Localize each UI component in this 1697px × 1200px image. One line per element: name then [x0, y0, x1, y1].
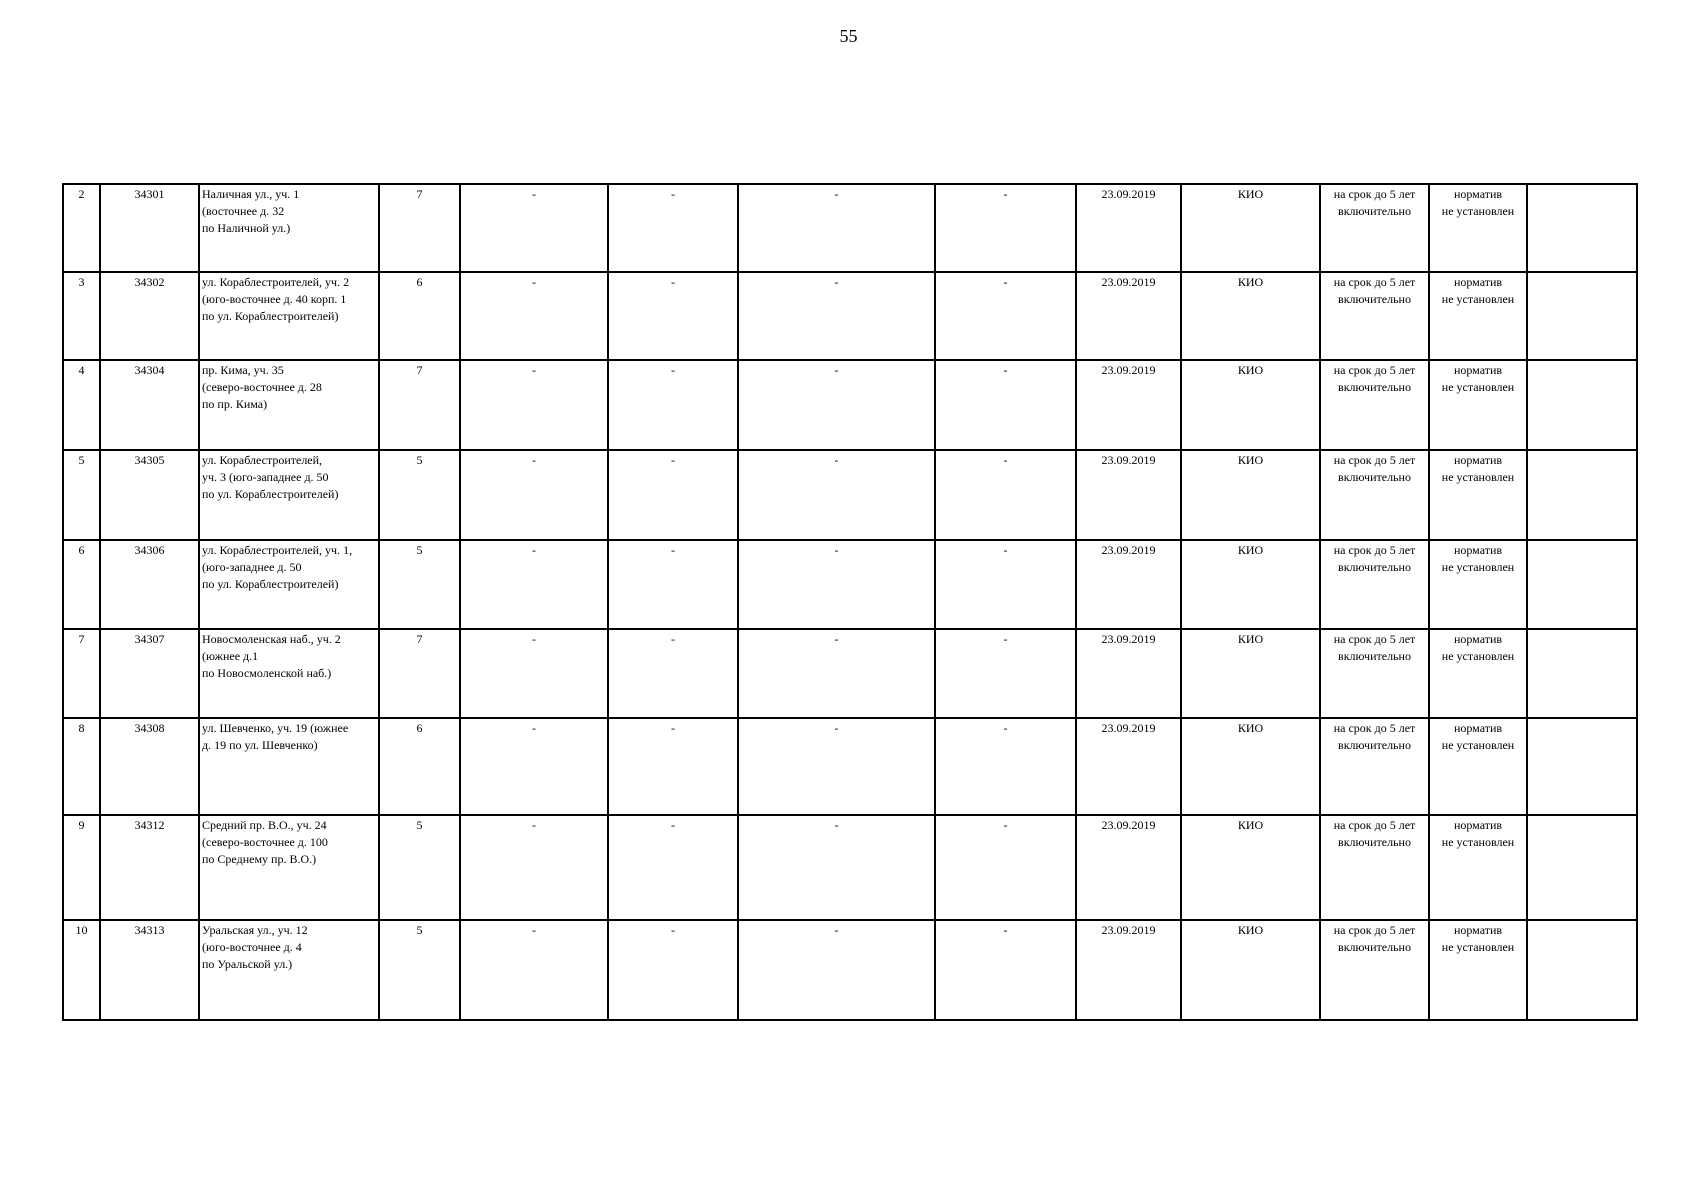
extra-cell [1527, 920, 1637, 1020]
row-number-cell [63, 184, 100, 272]
empty-value-cell [738, 629, 935, 718]
empty-value-cell-text: - [834, 275, 839, 289]
code-cell-text: 34304 [134, 363, 165, 377]
code-cell [100, 629, 199, 718]
empty-value-cell [460, 815, 608, 920]
organization-cell [1181, 540, 1320, 629]
norm-cell [1429, 360, 1527, 450]
count-cell-text: 5 [416, 543, 423, 557]
code-cell-text: 34312 [134, 818, 165, 832]
norm-cell-text: норматив не установлен [1441, 275, 1515, 306]
organization-cell-text: КИО [1237, 721, 1264, 735]
count-cell [379, 629, 460, 718]
term-cell-text: на срок до 5 лет включительно [1333, 632, 1416, 663]
count-cell [379, 360, 460, 450]
empty-value-cell [608, 920, 738, 1020]
row-number-cell-text: 5 [78, 453, 85, 467]
empty-value-cell-text: - [1003, 187, 1008, 201]
term-cell [1320, 718, 1429, 815]
organization-cell [1181, 272, 1320, 360]
code-cell-text: 34302 [134, 275, 165, 289]
empty-value-cell-text: - [834, 721, 839, 735]
empty-value-cell-text: - [671, 453, 675, 467]
empty-value-cell [608, 815, 738, 920]
table-row [63, 815, 1637, 920]
term-cell [1320, 184, 1429, 272]
organization-cell-text: КИО [1237, 187, 1264, 201]
row-number-cell [63, 718, 100, 815]
empty-value-cell-text: - [532, 275, 536, 289]
code-cell-text: 34313 [134, 923, 165, 937]
organization-cell [1181, 920, 1320, 1020]
row-number-cell [63, 360, 100, 450]
table-row [63, 360, 1637, 450]
empty-value-cell [738, 272, 935, 360]
empty-value-cell-text: - [532, 187, 536, 201]
term-cell [1320, 815, 1429, 920]
table-row [63, 920, 1637, 1020]
count-cell [379, 272, 460, 360]
empty-value-cell [738, 450, 935, 540]
empty-value-cell [935, 815, 1076, 920]
norm-cell [1429, 629, 1527, 718]
table-row [63, 629, 1637, 718]
organization-cell-text: КИО [1237, 363, 1264, 377]
organization-cell-text: КИО [1237, 632, 1264, 646]
row-number-cell [63, 450, 100, 540]
date-cell [1076, 360, 1181, 450]
extra-cell [1527, 360, 1637, 450]
address-cell [199, 815, 379, 920]
date-cell-text: 23.09.2019 [1101, 543, 1156, 557]
empty-value-cell-text: - [834, 187, 839, 201]
date-cell-text: 23.09.2019 [1101, 632, 1156, 646]
organization-cell [1181, 360, 1320, 450]
code-cell [100, 360, 199, 450]
row-number-cell-text: 9 [78, 818, 85, 832]
code-cell-text: 34308 [134, 721, 165, 735]
address-cell [199, 450, 379, 540]
row-number-cell [63, 540, 100, 629]
norm-cell [1429, 184, 1527, 272]
empty-value-cell-text: - [671, 632, 675, 646]
registry-table [62, 183, 1638, 1021]
row-number-cell-text: 4 [78, 363, 85, 377]
empty-value-cell-text: - [671, 363, 675, 377]
empty-value-cell [935, 450, 1076, 540]
empty-value-cell [738, 718, 935, 815]
address-cell-text: ул. Кораблестроителей, уч. 2 (юго-восточнее д. 40 корп. 1 по ул. Кораблестроителей) [202, 275, 350, 323]
term-cell-text: на срок до 5 лет включительно [1333, 363, 1416, 394]
empty-value-cell [608, 450, 738, 540]
row-number-cell-text: 6 [78, 543, 85, 557]
empty-value-cell-text: - [671, 721, 675, 735]
row-number-cell [63, 272, 100, 360]
organization-cell-text: КИО [1237, 453, 1264, 467]
empty-value-cell-text: - [834, 818, 839, 832]
term-cell [1320, 272, 1429, 360]
date-cell-text: 23.09.2019 [1101, 923, 1156, 937]
empty-value-cell-text: - [532, 363, 536, 377]
count-cell [379, 540, 460, 629]
date-cell [1076, 629, 1181, 718]
extra-cell [1527, 450, 1637, 540]
table-body [63, 184, 1637, 1020]
norm-cell-text: норматив не установлен [1441, 363, 1515, 394]
count-cell-text: 5 [416, 923, 423, 937]
empty-value-cell-text: - [671, 923, 675, 937]
address-cell [199, 540, 379, 629]
term-cell [1320, 920, 1429, 1020]
empty-value-cell-text: - [532, 818, 536, 832]
extra-cell [1527, 540, 1637, 629]
row-number-cell [63, 815, 100, 920]
norm-cell-text: норматив не установлен [1441, 923, 1515, 954]
date-cell [1076, 718, 1181, 815]
table-row [63, 540, 1637, 629]
count-cell-text: 6 [416, 721, 423, 735]
empty-value-cell [738, 920, 935, 1020]
address-cell-text: ул. Кораблестроителей, уч. 1, (юго-западнее д. 50 по ул. Кораблестроителей) [202, 543, 353, 591]
code-cell [100, 540, 199, 629]
norm-cell-text: норматив не установлен [1441, 721, 1515, 752]
organization-cell-text: КИО [1237, 818, 1264, 832]
organization-cell-text: КИО [1237, 543, 1264, 557]
count-cell [379, 920, 460, 1020]
row-number-cell [63, 920, 100, 1020]
date-cell-text: 23.09.2019 [1101, 363, 1156, 377]
extra-cell [1527, 184, 1637, 272]
term-cell-text: на срок до 5 лет включительно [1333, 721, 1416, 752]
empty-value-cell [738, 184, 935, 272]
extra-cell [1527, 629, 1637, 718]
empty-value-cell-text: - [1003, 632, 1008, 646]
code-cell [100, 272, 199, 360]
empty-value-cell [460, 184, 608, 272]
empty-value-cell-text: - [834, 923, 839, 937]
row-number-cell-text: 3 [78, 275, 85, 289]
norm-cell [1429, 540, 1527, 629]
table-row [63, 184, 1637, 272]
organization-cell [1181, 629, 1320, 718]
date-cell [1076, 184, 1181, 272]
count-cell-text: 5 [416, 818, 423, 832]
count-cell-text: 7 [416, 187, 423, 201]
count-cell-text: 6 [416, 275, 423, 289]
empty-value-cell [608, 360, 738, 450]
organization-cell [1181, 815, 1320, 920]
count-cell-text: 7 [416, 363, 423, 377]
empty-value-cell-text: - [834, 543, 839, 557]
code-cell-text: 34306 [134, 543, 165, 557]
empty-value-cell [460, 540, 608, 629]
address-cell-text: Уральская ул., уч. 12 (юго-восточнее д. 4 по Уральской ул.) [202, 923, 308, 971]
empty-value-cell [460, 629, 608, 718]
empty-value-cell [608, 540, 738, 629]
address-cell [199, 360, 379, 450]
table-row [63, 450, 1637, 540]
term-cell-text: на срок до 5 лет включительно [1333, 275, 1416, 306]
empty-value-cell-text: - [532, 543, 536, 557]
code-cell [100, 718, 199, 815]
count-cell [379, 815, 460, 920]
empty-value-cell [738, 815, 935, 920]
date-cell-text: 23.09.2019 [1101, 187, 1156, 201]
row-number-cell-text: 2 [78, 187, 85, 201]
empty-value-cell [935, 360, 1076, 450]
empty-value-cell [460, 360, 608, 450]
code-cell [100, 815, 199, 920]
empty-value-cell-text: - [532, 632, 536, 646]
code-cell-text: 34301 [134, 187, 165, 201]
date-cell-text: 23.09.2019 [1101, 275, 1156, 289]
extra-cell [1527, 815, 1637, 920]
row-number-cell-text: 8 [78, 721, 85, 735]
term-cell-text: на срок до 5 лет включительно [1333, 543, 1416, 574]
organization-cell [1181, 450, 1320, 540]
address-cell-text: Наличная ул., уч. 1 (восточнее д. 32 по Наличной ул.) [202, 187, 300, 235]
code-cell [100, 184, 199, 272]
term-cell-text: на срок до 5 лет включительно [1333, 187, 1416, 218]
empty-value-cell-text: - [671, 818, 675, 832]
term-cell-text: на срок до 5 лет включительно [1333, 818, 1416, 849]
count-cell-text: 7 [416, 632, 423, 646]
count-cell [379, 718, 460, 815]
term-cell-text: на срок до 5 лет включительно [1333, 453, 1416, 484]
empty-value-cell [460, 450, 608, 540]
empty-value-cell-text: - [834, 363, 839, 377]
empty-value-cell-text: - [1003, 453, 1008, 467]
empty-value-cell [460, 718, 608, 815]
norm-cell [1429, 718, 1527, 815]
empty-value-cell-text: - [1003, 275, 1008, 289]
term-cell [1320, 450, 1429, 540]
date-cell [1076, 272, 1181, 360]
empty-value-cell [460, 920, 608, 1020]
empty-value-cell-text: - [532, 923, 536, 937]
term-cell-text: на срок до 5 лет включительно [1333, 923, 1416, 954]
organization-cell-text: КИО [1237, 923, 1264, 937]
empty-value-cell [460, 272, 608, 360]
date-cell [1076, 920, 1181, 1020]
code-cell [100, 920, 199, 1020]
empty-value-cell-text: - [671, 187, 675, 201]
empty-value-cell-text: - [671, 275, 675, 289]
address-cell [199, 629, 379, 718]
count-cell [379, 184, 460, 272]
empty-value-cell-text: - [532, 721, 536, 735]
page-number: 55 [839, 26, 858, 46]
empty-value-cell [738, 540, 935, 629]
date-cell [1076, 450, 1181, 540]
count-cell [379, 450, 460, 540]
address-cell-text: пр. Кима, уч. 35 (северо-восточнее д. 28 по пр. Кима) [202, 363, 322, 411]
norm-cell-text: норматив не установлен [1441, 543, 1515, 574]
empty-value-cell-text: - [532, 453, 536, 467]
date-cell [1076, 815, 1181, 920]
date-cell-text: 23.09.2019 [1101, 453, 1156, 467]
empty-value-cell-text: - [834, 632, 839, 646]
row-number-cell-text: 10 [75, 923, 88, 937]
empty-value-cell [738, 360, 935, 450]
empty-value-cell [935, 920, 1076, 1020]
address-cell [199, 184, 379, 272]
date-cell [1076, 540, 1181, 629]
norm-cell [1429, 272, 1527, 360]
empty-value-cell [935, 718, 1076, 815]
empty-value-cell [935, 540, 1076, 629]
term-cell [1320, 629, 1429, 718]
empty-value-cell [608, 629, 738, 718]
organization-cell [1181, 718, 1320, 815]
address-cell-text: ул. Кораблестроителей, уч. 3 (юго-западнее д. 50 по ул. Кораблестроителей) [202, 453, 339, 501]
empty-value-cell [935, 629, 1076, 718]
address-cell-text: Средний пр. В.О., уч. 24 (северо-восточнее д. 100 по Среднему пр. В.О.) [202, 818, 328, 866]
address-cell [199, 272, 379, 360]
address-cell [199, 718, 379, 815]
date-cell-text: 23.09.2019 [1101, 818, 1156, 832]
norm-cell [1429, 920, 1527, 1020]
table-row [63, 272, 1637, 360]
row-number-cell-text: 7 [78, 632, 85, 646]
date-cell-text: 23.09.2019 [1101, 721, 1156, 735]
address-cell-text: Новосмоленская наб., уч. 2 (южнее д.1 по Новосмоленской наб.) [202, 632, 341, 680]
empty-value-cell-text: - [834, 453, 839, 467]
organization-cell [1181, 184, 1320, 272]
empty-value-cell [608, 718, 738, 815]
term-cell [1320, 360, 1429, 450]
count-cell-text: 5 [416, 453, 423, 467]
empty-value-cell [935, 272, 1076, 360]
empty-value-cell-text: - [1003, 543, 1008, 557]
empty-value-cell-text: - [671, 543, 675, 557]
address-cell [199, 920, 379, 1020]
code-cell [100, 450, 199, 540]
address-cell-text: ул. Шевченко, уч. 19 (южнее д. 19 по ул. Шевченко) [202, 721, 349, 752]
norm-cell-text: норматив не установлен [1441, 818, 1515, 849]
row-number-cell [63, 629, 100, 718]
norm-cell-text: норматив не установлен [1441, 632, 1515, 663]
empty-value-cell-text: - [1003, 818, 1008, 832]
empty-value-cell [935, 184, 1076, 272]
empty-value-cell [608, 184, 738, 272]
norm-cell-text: норматив не установлен [1441, 453, 1515, 484]
code-cell-text: 34305 [134, 453, 165, 467]
code-cell-text: 34307 [134, 632, 165, 646]
norm-cell [1429, 450, 1527, 540]
table-row [63, 718, 1637, 815]
extra-cell [1527, 718, 1637, 815]
norm-cell [1429, 815, 1527, 920]
organization-cell-text: КИО [1237, 275, 1264, 289]
empty-value-cell-text: - [1003, 923, 1008, 937]
extra-cell [1527, 272, 1637, 360]
empty-value-cell-text: - [1003, 721, 1008, 735]
norm-cell-text: норматив не установлен [1441, 187, 1515, 218]
empty-value-cell-text: - [1003, 363, 1008, 377]
empty-value-cell [608, 272, 738, 360]
term-cell [1320, 540, 1429, 629]
